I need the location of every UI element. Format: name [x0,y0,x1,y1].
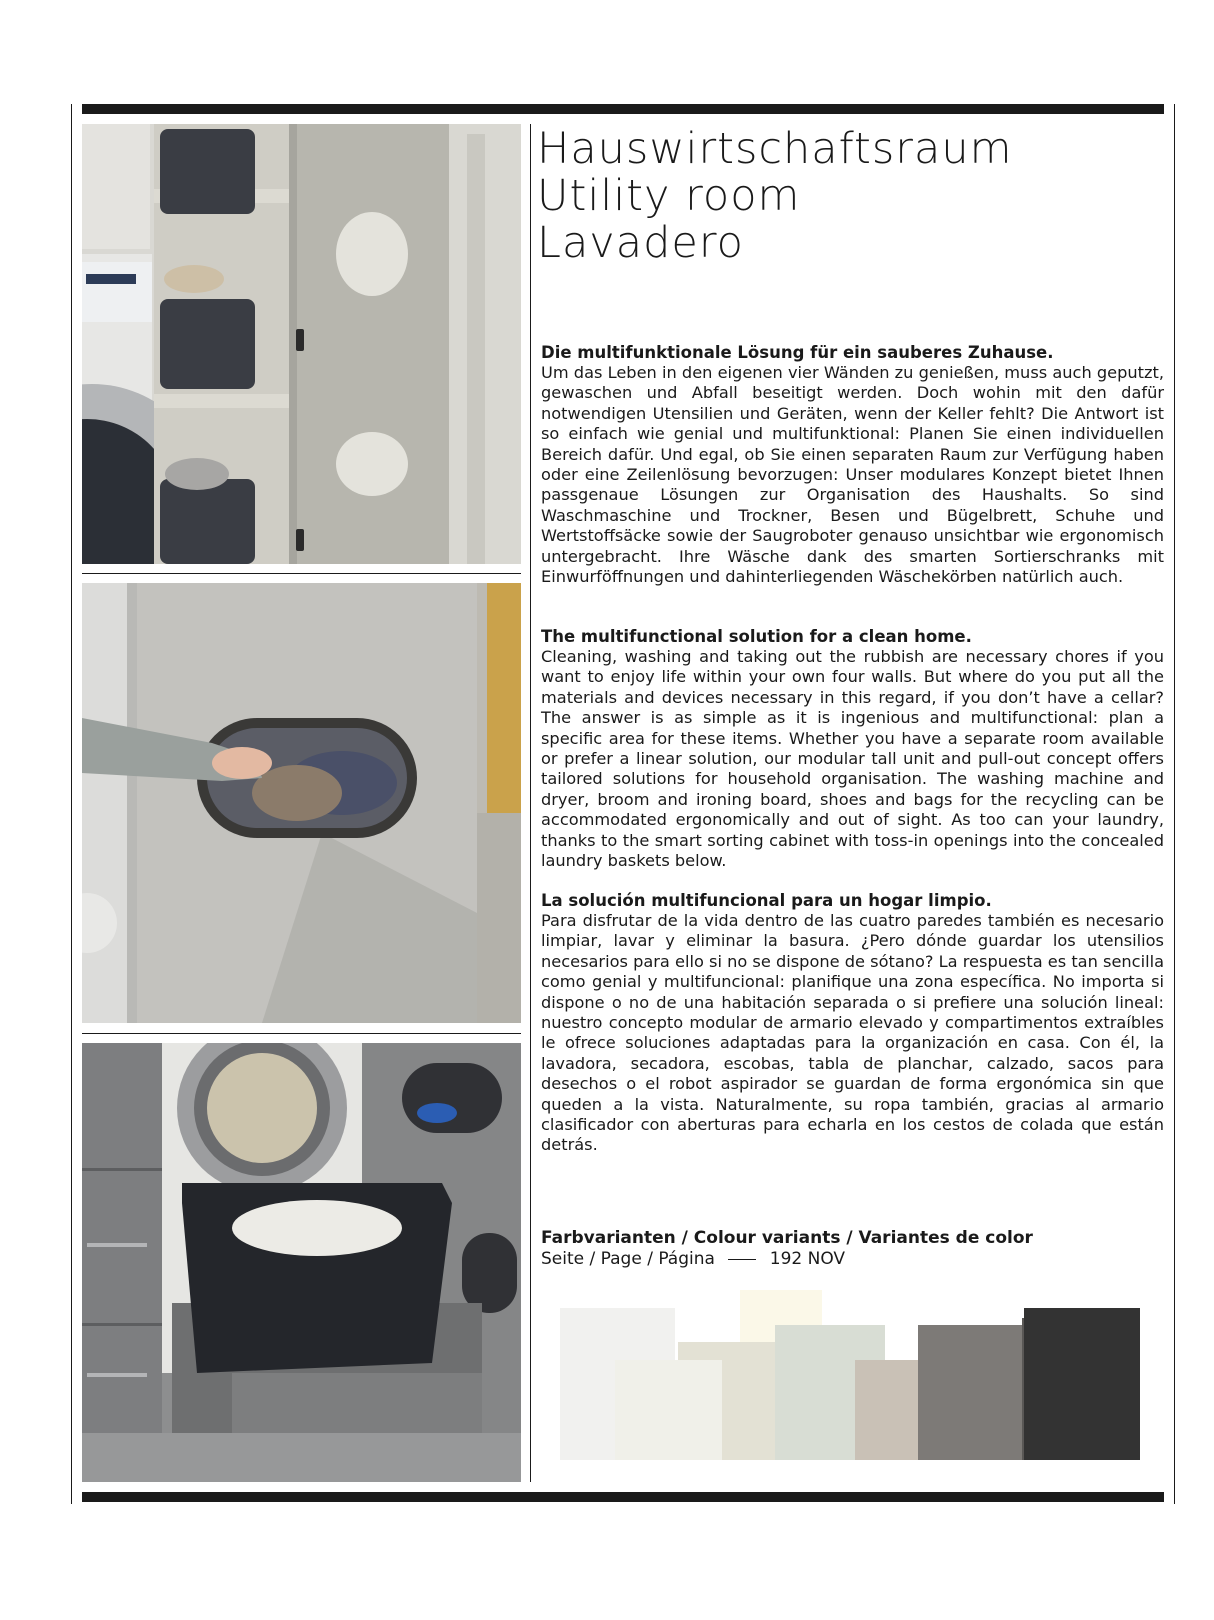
colour-variants [541,1228,1164,1270]
column-divider [530,124,531,1482]
photo-sorting-cabinet-image [82,124,521,564]
photo-sorting-cabinet [82,124,521,564]
colour-variants-page-ref [541,1248,1164,1270]
photo-pull-out-basket-image [82,1043,521,1482]
swatch-anthracite-edge [1022,1318,1024,1460]
section-english-body: Cleaning, washing and taking out the rubbish are necessary chores if you want to enjoy life within your own four walls. But where do you put all the materials and devices necessary in this regard, if you don’t have a cellar? The answer is as simple as it is ingenious and multifunctional: plan a specific area for these items. Whether you have a separate room available or prefer a linear solution, our modular tall unit and pull-out concept offers tailored solutions for household organisation. The washing machine and dryer, broom and ironing board, shoes and bags for the recycling can be accommodated ergonomically and out of sight. As too can your laundry, thanks to the smart sorting cabinet with toss-in openings into the concealed laundry baskets below. [541,647,1164,871]
page-ref-value: 192 NOV [769,1249,846,1269]
photo-toss-in-opening [82,583,521,1023]
page-ref-label: Seite / Page / Página [541,1249,715,1269]
title-german: Hauswirtschaftsraum [537,124,1013,174]
title-english: Utility room [537,171,801,221]
photo-pull-out-basket [82,1043,521,1482]
section-german-heading: Die multifunktionale Lösung für ein sauberes Zuhause. [541,343,1054,362]
photo-toss-in-opening-image [82,583,521,1023]
swatch-off-white [615,1360,722,1460]
title-spanish: Lavadero [537,218,744,268]
top-rule [82,104,1164,114]
section-spanish-body: Para disfrutar de la vida dentro de las cuatro paredes también es necesario limpiar, lavar y eliminar la basura. ¿Pero dónde guardar los utensilios necesarios para ello si no se dispone de sótano? La respuesta es tan sencilla como genial y multifuncional: planifique una zona específica. No importa si dispone o no de una habitación separada o si prefiere una solución lineal: nuestro concepto modular de armario elevado y compartimentos extraíbles le ofrece soluciones adaptadas para la organización en casa. Con él, la lavadora, secadora, escobas, tabla de planchar, calzado, sacos para desechos o el robot aspirador se guardan de forma ergonómica sin que queden a la vista. Naturalmente, su ropa también, gracias al armario clasificador con aberturas para echarla en los cestos de colada que están detrás. [541,911,1164,1155]
section-spanish-heading: La solución multifuncional para un hogar limpio. [541,891,992,910]
section-english-heading: The multifunctional solution for a clean home. [541,627,972,646]
colour-swatches [560,1290,1140,1470]
right-frame-line [1174,104,1175,1504]
photo-divider-2 [82,1033,521,1034]
photo-divider-1 [82,573,521,574]
page-title [537,126,1012,267]
colour-variants-heading: Farbvarianten / Colour variants / Variantes de color [541,1228,1033,1248]
left-frame-line [71,104,72,1504]
section-english [541,627,1164,871]
section-german-body: Um das Leben in den eigenen vier Wänden zu genießen, muss auch geputzt, gewaschen und Abfall beseitigt werden. Doch wohin mit den dafür notwendigen Utensilien und Geräten, wenn der Keller fehlt? Die Antwort ist so einfach wie genial und multifunktional: Planen Sie einen individuellen Bereich dafür. Und egal, ob Sie einen separaten Raum zur Verfügung haben oder eine Zeilenlösung bevorzugen: Unser modulares Konzept bietet Ihnen passgenaue Lösungen zur Organisation des Haushalts. So sind Waschmaschine und Trockner, Besen und Bügelbrett, Schuhe und Wertstoffsäcke sowie der Saugroboter genauso unsichtbar wie ergonomisch untergebracht. Ihre Wäsche dank des smarten Sortierschranks mit Einwurföffnungen und dahinterliegenden Wäschekörben natürlich auch. [541,363,1164,587]
swatch-anthracite [1024,1308,1140,1460]
section-spanish [541,891,1164,1156]
bottom-rule [82,1492,1164,1502]
page-ref-dash [728,1259,756,1260]
section-german [541,343,1164,587]
